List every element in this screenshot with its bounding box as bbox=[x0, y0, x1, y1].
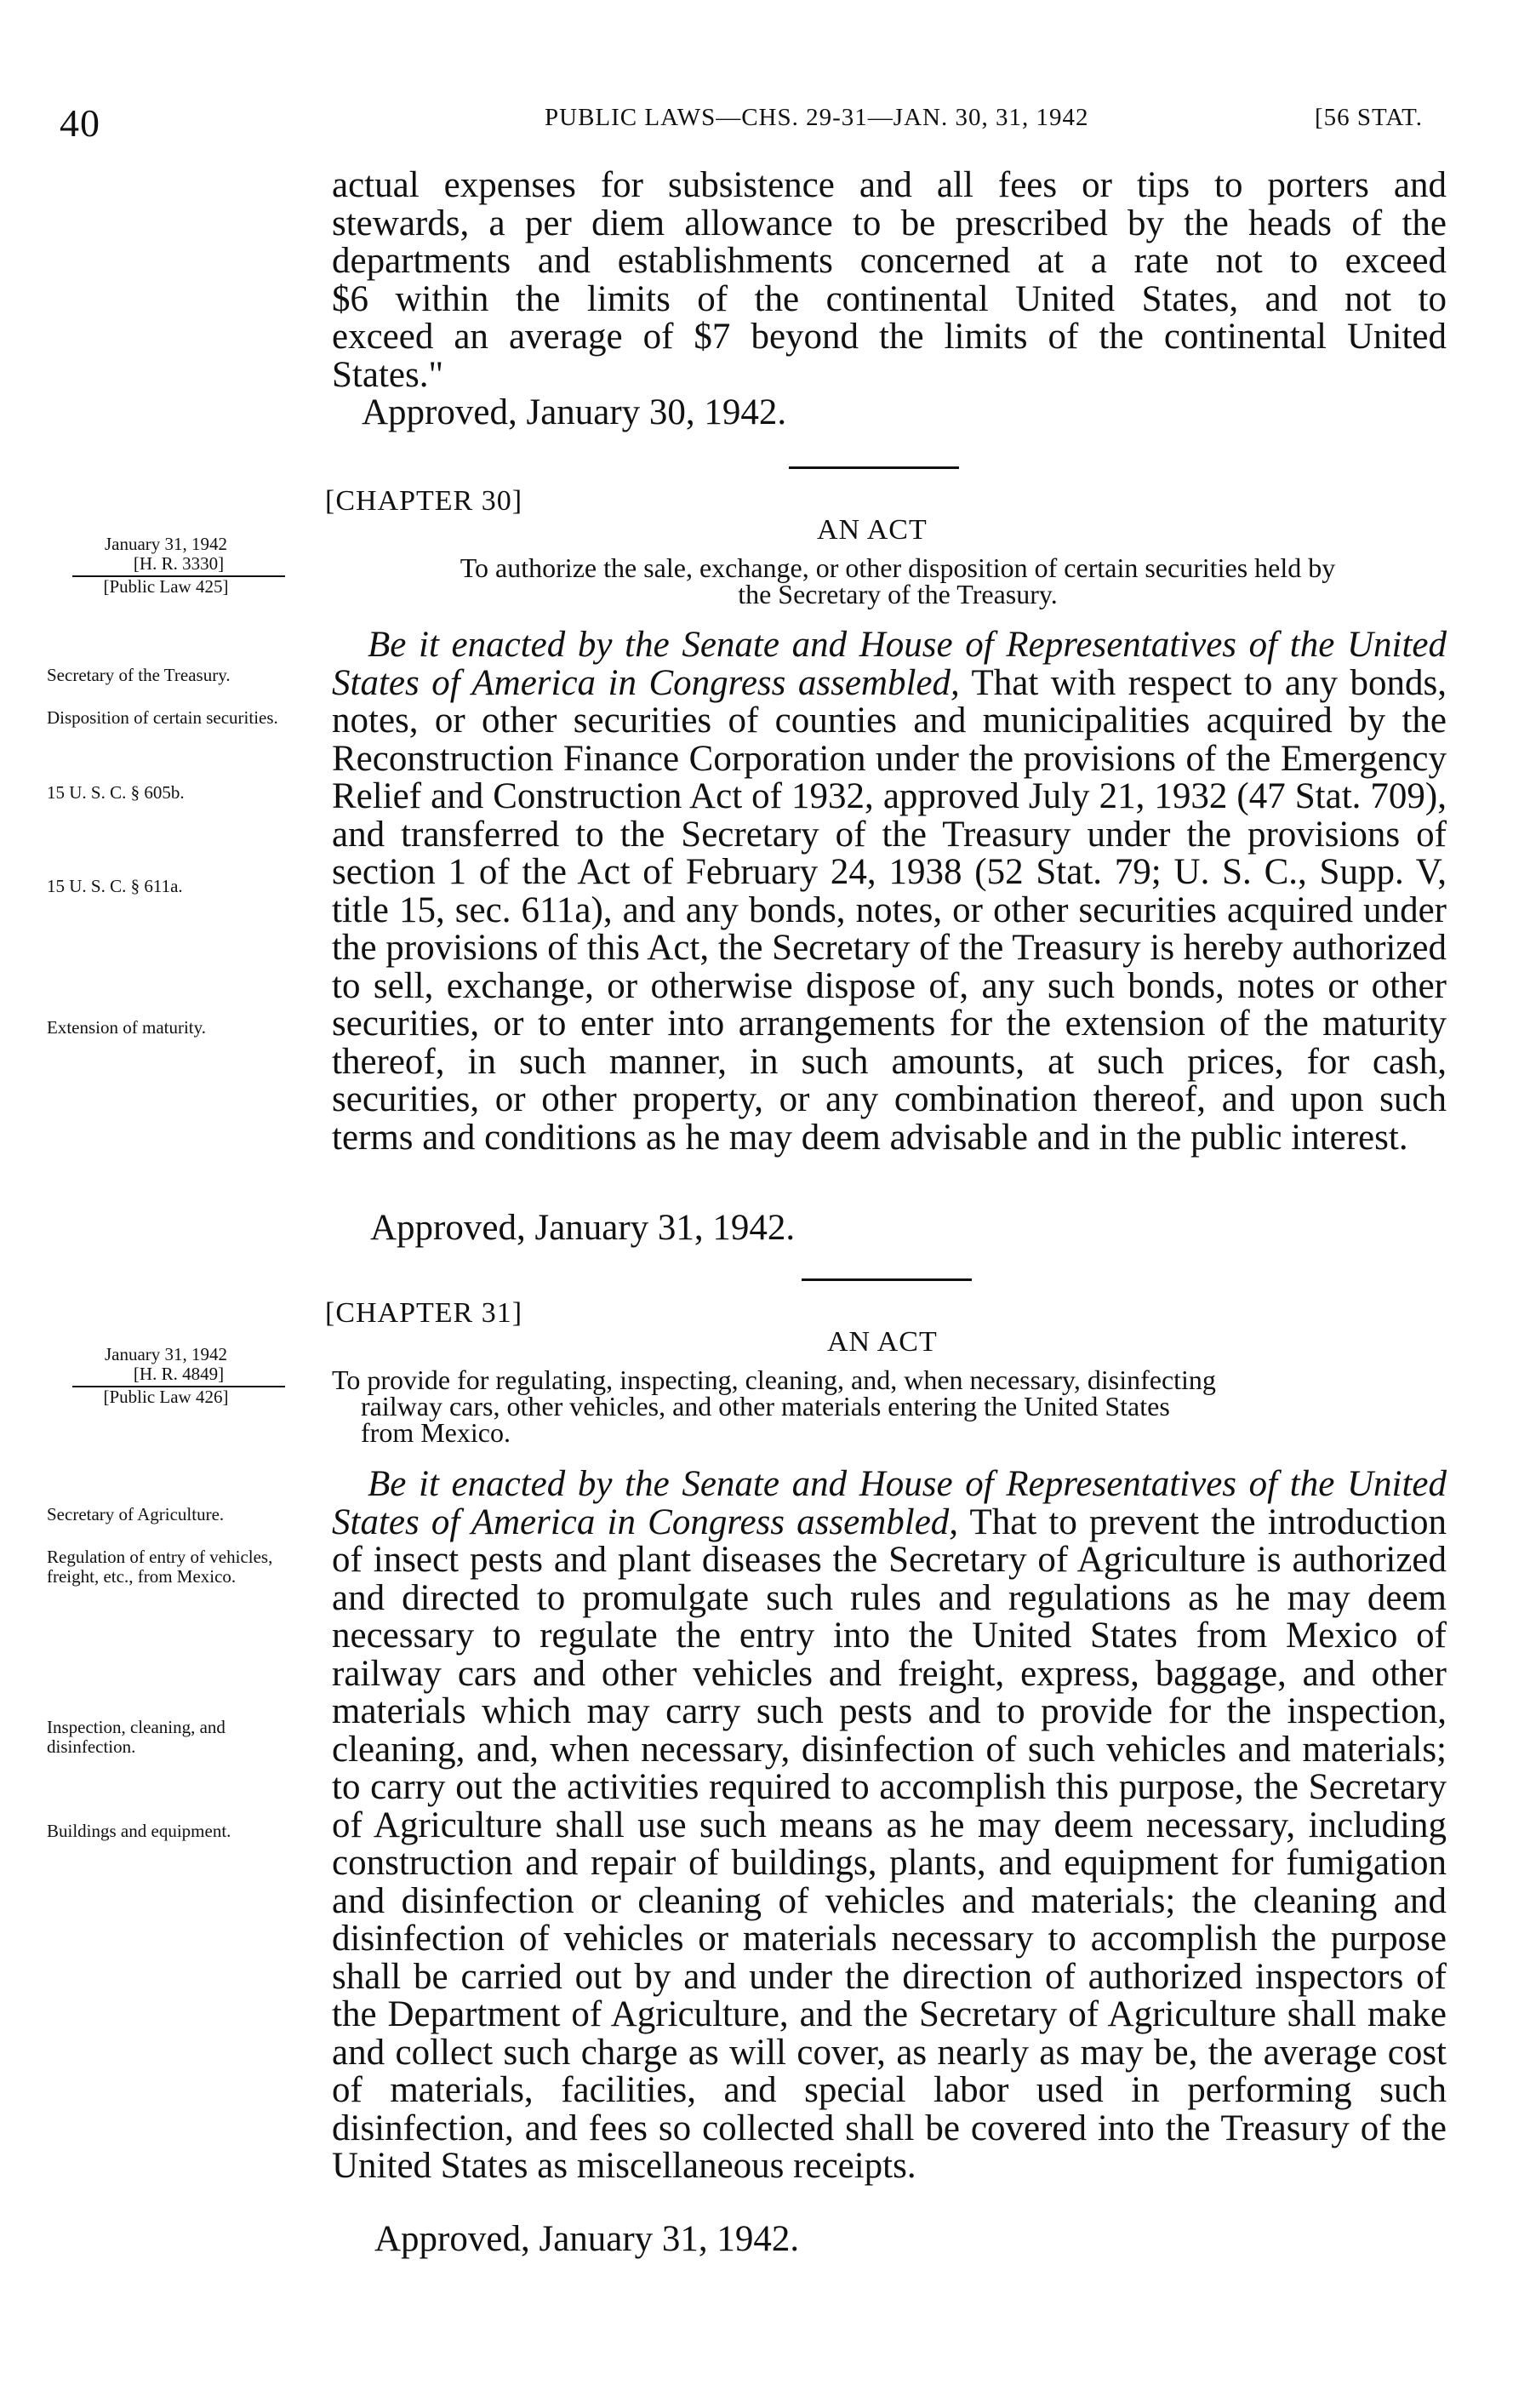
act-title-line: the Secretary of the Treasury. bbox=[738, 579, 1058, 609]
act-title-line: To authorize the sale, exchange, or other disposition of certain securities held by bbox=[460, 552, 1336, 583]
margin-public-law: [Public Law 426] bbox=[103, 1387, 229, 1407]
text-line: exceed an average of $7 beyond the limits of the continental United bbox=[332, 317, 1447, 357]
act-heading: AN ACT bbox=[827, 1326, 938, 1358]
margin-public-law: [Public Law 425] bbox=[103, 576, 229, 597]
act-title-line: from Mexico. bbox=[361, 1417, 511, 1448]
text-line: $6 within the limits of the continental United States, and not to bbox=[332, 278, 1447, 319]
text-line: States." bbox=[332, 354, 444, 395]
continuation-text bbox=[332, 167, 1447, 394]
enacting-clause bbox=[332, 626, 1447, 1157]
section-divider bbox=[789, 466, 959, 469]
enacting-clause bbox=[332, 1466, 1447, 2186]
margin-note: Secretary of Agriculture. bbox=[47, 1504, 225, 1524]
enacting-formula: Be it enacted by the Senate and House of Representatives of the United States of America in Congress assembled, bbox=[332, 625, 1447, 703]
approved-line: Approved, January 31, 1942. bbox=[370, 1208, 796, 1248]
margin-bill: [H. R. 4849] bbox=[72, 1364, 285, 1387]
margin-note: Disposition of certain securities. bbox=[47, 707, 278, 728]
margin-note: Regulation of entry of vehicles, freight, etc., from Mexico. bbox=[47, 1547, 273, 1587]
volume-label: [56 STAT. bbox=[1315, 104, 1423, 131]
margin-note: Extension of maturity. bbox=[47, 1017, 207, 1038]
act-title-line: railway cars, other vehicles, and other materials entering the United States bbox=[361, 1391, 1170, 1421]
approved-line: Approved, January 31, 1942. bbox=[374, 2219, 800, 2259]
approved-line: Approved, January 30, 1942. bbox=[362, 392, 787, 432]
section-divider bbox=[802, 1278, 972, 1281]
margin-note: Secretary of the Treasury. bbox=[47, 665, 231, 685]
chapter-label: [CHAPTER 30] bbox=[325, 485, 523, 517]
text-line: departments and establishments concerned at a rate not to exceed bbox=[332, 241, 1447, 281]
margin-date: January 31, 1942 bbox=[104, 1344, 228, 1364]
running-title: PUBLIC LAWS—CHS. 29-31—JAN. 30, 31, 1942 bbox=[545, 104, 1089, 131]
text-line: stewards, a per diem allowance to be prescribed by the heads of the bbox=[332, 203, 1447, 243]
act-title bbox=[336, 552, 1459, 609]
margin-date: January 31, 1942 bbox=[104, 534, 228, 554]
margin-citation bbox=[47, 535, 285, 597]
text-line: actual expenses for subsistence and all fees or tips to porters and bbox=[332, 165, 1447, 205]
act-heading: AN ACT bbox=[817, 514, 928, 546]
margin-note: Buildings and equipment. bbox=[47, 1821, 231, 1841]
act-text: That with respect to any bonds, notes, or other securities of counties and municipalities acquired by the Reconstruction Finance Corporation under the provisions of the Emergency Relief and Construction Act of 1932, approved July 21, 1932 (47 Stat. 709), and transferred to the Secretary of the Treasury under the provisions of section 1 of the Act of February 24, 1938 (52 Stat. 79; U. S. C., Supp. V, title 15, sec. 611a), and any bonds, notes, or other securities acquired under the provisions of this Act, the Secretary of the Treasury is hereby authorized to sell, exchange, or otherwise dispose of, any such bonds, notes or other securities, or to enter into arrangements for the extension of the maturity thereof, in such manner, in such amounts, at such prices, for cash, securities, or other property, or any combination thereof, and upon such terms and conditions as he may deem advisable and in the public interest. bbox=[332, 662, 1447, 1158]
enacting-formula: Be it enacted by the Senate and House of Representatives of the United States of America in Congress assembled, bbox=[332, 1464, 1447, 1542]
margin-note: 15 U. S. C. § 611a. bbox=[47, 876, 183, 896]
margin-citation bbox=[47, 1345, 285, 1407]
margin-bill: [H. R. 3330] bbox=[72, 554, 285, 577]
margin-note: Inspection, cleaning, and disinfection. bbox=[47, 1717, 226, 1757]
margin-note: 15 U. S. C. § 605b. bbox=[47, 782, 185, 803]
chapter-label: [CHAPTER 31] bbox=[325, 1297, 523, 1329]
act-text: That to prevent the introduction of insect pests and plant diseases the Secretary of Agriculture is authorized and directed to promulgate such rules and regulations as he may deem necessary to regulate the entry into the United States from Mexico of railway cars and other vehicles and freight, express, baggage, and other materials which may carry such pests and to provide for the inspection, cleaning, and, when necessary, disinfection of such vehicles and materials; to carry out the activities required to accomplish this purpose, the Secretary of Agriculture shall use such means as he may deem necessary, including construction and repair of buildings, plants, and equipment for fumigation and disinfection or cleaning of vehicles and materials; the cleaning and disinfection of vehicles or materials necessary to accomplish the purpose shall be carried out by and under the direction of authorized inspectors of the Department of Agriculture, and the Secretary of Agriculture shall make and collect such charge as will cover, as nearly as may be, the average cost of materials, facilities, and special labor used in performing such disinfection, and fees so collected shall be covered into the Treasury of the United States as miscellaneous receipts. bbox=[332, 1501, 1447, 2186]
page-number: 40 bbox=[60, 101, 100, 145]
act-title-line: To provide for regulating, inspecting, cleaning, and, when necessary, disinfecting bbox=[332, 1364, 1216, 1395]
act-title bbox=[332, 1364, 1464, 1448]
